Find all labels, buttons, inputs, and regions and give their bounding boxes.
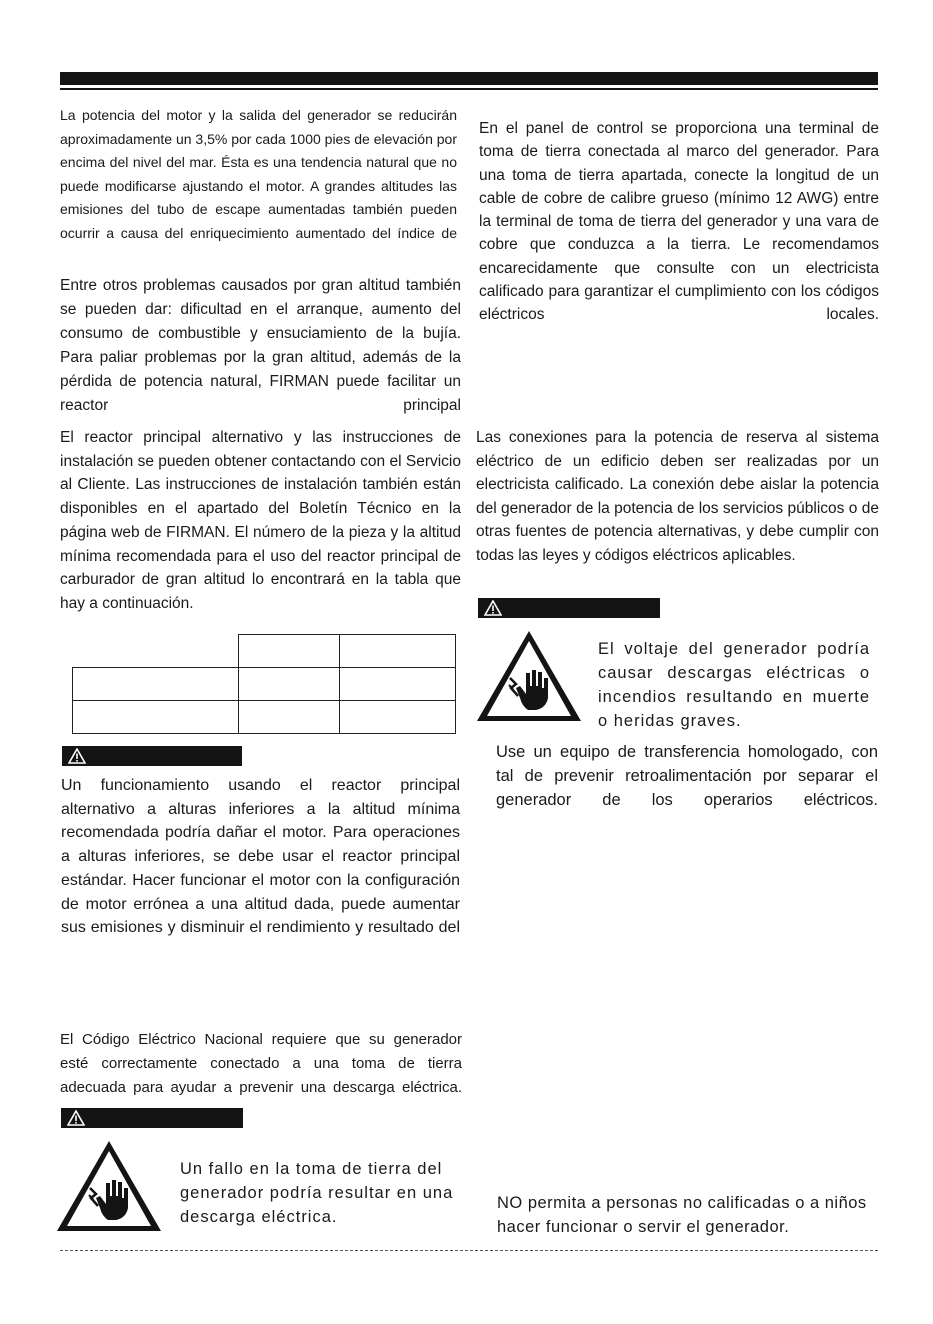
table-row <box>73 701 456 734</box>
table-cell <box>73 701 239 734</box>
altitude-table <box>72 634 456 734</box>
table-cell <box>239 668 340 701</box>
ground-warning-label <box>61 1108 243 1128</box>
header-rule <box>60 88 878 90</box>
altitude-problems-paragraph: Entre otros problemas causados por gran altitud también se pueden dar: dificultad en el arranque, aumento del consumo de combustible y ensuciamiento de la bujía. Para paliar problemas por la gran altitud, además de la pérdida de potencia natural, FIRMAN puede facilitar un reactor principal <box>60 277 461 414</box>
no-unqualified-persons-notice: NO permita a personas no calificadas o a niños hacer funcionar o servir el generador. <box>497 1194 867 1236</box>
grounding-paragraph: El Código Eléctrico Nacional requiere que su generador esté correctamente conectado a una toma de tierra adecuada para ayudar a prevenir una descarga eléctrica. <box>60 1031 462 1096</box>
ground-terminal-paragraph: En el panel de control se proporciona una terminal de toma de tierra conectada al marco del generador. Para una toma de tierra apartada, conecte la longitud de un cable de cobre de calibre grueso (mínimo 12 AWG) entre la terminal de toma de tierra del generador y una vara de cobre que conduzca a la tierra. Le recomendamos encarecidamente que consulte con un electricista calificado para garantizar el cumplimiento con los códigos eléctricos locales. <box>479 120 879 324</box>
warning-triangle-icon <box>67 1110 85 1126</box>
voltage-warning-text: El voltaje del generador podría causar descargas eléctricas o incendios resultando en muerte o heridas graves. <box>598 640 870 730</box>
electric-shock-hand-icon <box>474 628 584 724</box>
table-cell <box>239 701 340 734</box>
ground-warning-text: Un fallo en la toma de tierra del generador podría resultar en una descarga eléctrica. <box>180 1160 454 1226</box>
warning-triangle-icon <box>484 600 502 616</box>
table-cell <box>73 635 239 668</box>
engine-warning-text: Un funcionamiento usando el reactor principal alternativo a alturas inferiores a la altitud mínima recomendada podría dañar el motor. Para operaciones a alturas inferiores, se debe usar el reactor principal estándar. Hacer funcionar el motor con la configuración de motor errónea a una altitud dada, puede aumentar sus emisiones y disminuir el rendimiento y resultado del <box>61 777 460 937</box>
footer-dashed-rule <box>60 1250 878 1251</box>
table-cell <box>340 668 456 701</box>
electric-shock-hand-icon <box>54 1138 164 1234</box>
table-cell <box>239 635 340 668</box>
altitude-paragraph: La potencia del motor y la salida del generador se reducirán aproximadamente un 3,5% por cada 1000 pies de elevación por encima del nivel del mar. Ésta es una tendencia natural que no puede modificarse ajustando el motor. A grandes altitudes las emisiones del tubo de escape aumentadas también pueden ocurrir a causa del enriquecimiento aumentado del índice de <box>60 107 457 241</box>
table-row <box>73 668 456 701</box>
engine-warning-label <box>62 746 242 766</box>
voltage-warning-label <box>478 598 660 618</box>
header-bar <box>60 72 878 85</box>
table-cell <box>340 635 456 668</box>
table-row <box>73 635 456 668</box>
standby-power-paragraph: Las conexiones para la potencia de reserva al sistema eléctrico de un edificio deben ser realizadas por un electricista calificado. La conexión debe aislar la potencia del generador de la potencia de los servicios públicos o de otras fuentes de potencia alternativas, y debe cumplir con todas las leyes y códigos eléctricos aplicables. <box>476 429 879 564</box>
reactor-paragraph: El reactor principal alternativo y las instrucciones de instalación se pueden obtener contactando con el Servicio al Cliente. Las instrucciones de instalación también están disponibles en el apartado del Boletín Técnico en la página web de FIRMAN. El número de la pieza y la altitud mínima recomendada para el uso del reactor principal de carburador de gran altitud lo encontrará en la tabla que hay a continuación. <box>60 429 461 612</box>
table-cell <box>73 668 239 701</box>
transfer-equipment-paragraph: Use un equipo de transferencia homologado, con tal de prevenir retroalimentación por separar el generador de los operarios eléctricos. <box>496 743 878 809</box>
warning-triangle-icon <box>68 748 86 764</box>
table-cell <box>340 701 456 734</box>
